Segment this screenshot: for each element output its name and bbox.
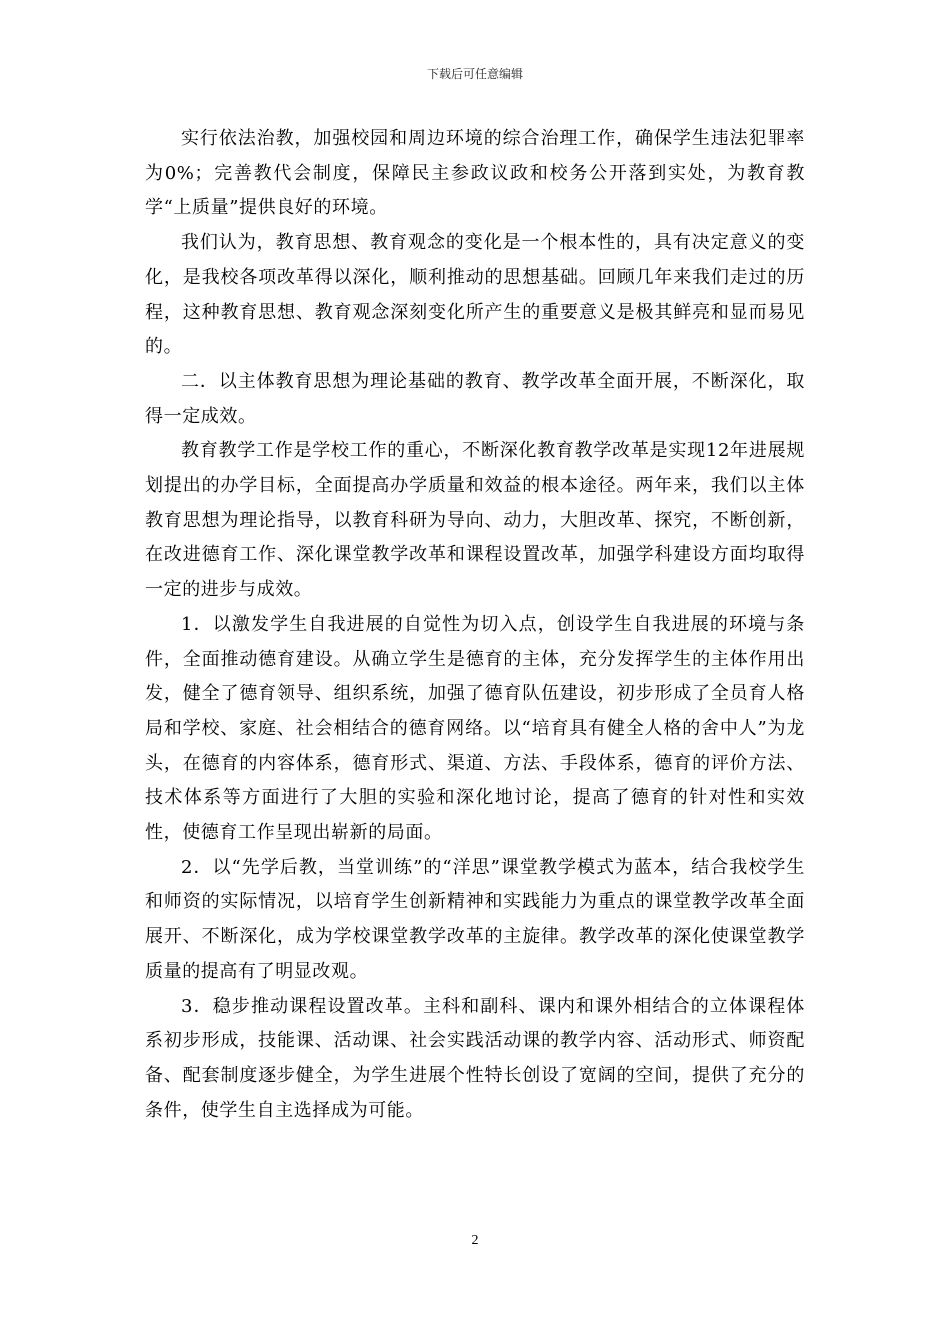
- paragraph-governance: 实行依法治教，加强校园和周边环境的综合治理工作，确保学生违法犯罪率为0%；完善教代会制度，保障民主参政议政和校务公开落到实处，为教育教学“上质量”提供良好的环境。: [145, 128, 805, 219]
- section-heading-two: 二．以主体教育思想为理论基础的教育、教学改革全面开展，不断深化，取得一定成效。: [145, 370, 805, 427]
- paragraph-item-3-curriculum: 3．稳步推动课程设置改革。主科和副科、课内和课外相结合的立体课程体系初步形成，技能课、活动课、社会实践活动课的教学内容、活动形式、师资配备、配套制度逐步健全，为学生进展个性特长创设了宽阔的空间，提供了充分的条件，使学生自主选择成为可能。: [145, 995, 805, 1121]
- page-number: 2: [471, 1233, 479, 1248]
- paragraph-education-thought: 我们认为，教育思想、教育观念的变化是一个根本性的，具有决定意义的变化，是我校各项改革得以深化，顺利推动的思想基础。回顾几年来我们走过的历程，这种教育思想、教育观念深刻变化所产生的重要意义是极其鲜亮和显而易见的。: [145, 232, 805, 358]
- paragraph-teaching-reform: 教育教学工作是学校工作的重心，不断深化教育教学改革是实现12年进展规划提出的办学目标，全面提高办学质量和效益的根本途径。两年来，我们以主体教育思想为理论指导，以教育科研为导向、动力，大胆改革、探究，不断创新，在改进德育工作、深化课堂教学改革和课程设置改革，加强学科建设方面均取得一定的进步与成效。: [145, 440, 805, 601]
- paragraph-item-1-moral-education: 1．以激发学生自我进展的自觉性为切入点，创设学生自我进展的环境与条件，全面推动德育建设。从确立学生是德育的主体，充分发挥学生的主体作用出发，健全了德育领导、组织系统，加强了德育队伍建设，初步形成了全员育人格局和学校、家庭、社会相结合的德育网络。以“培育具有健全人格的舍中人”为龙头，在德育的内容体系，德育形式、渠道、方法、手段体系，德育的评价方法、技术体系等方面进行了大胆的实验和深化地讨论，提高了德育的针对性和实效性，使德育工作呈现出崭新的局面。: [145, 613, 805, 844]
- paragraph-item-2-classroom-model: 2．以“先学后教，当堂训练”的“洋思”课堂教学模式为蓝本，结合我校学生和师资的实际情况，以培育学生创新精神和实践能力为重点的课堂教学改革全面展开、不断深化，成为学校课堂教学改革的主旋律。教学改革的深化使课堂教学质量的提高有了明显改观。: [145, 856, 805, 982]
- page-header: 下载后可任意编辑: [426, 67, 523, 81]
- document-body: [145, 122, 805, 1128]
